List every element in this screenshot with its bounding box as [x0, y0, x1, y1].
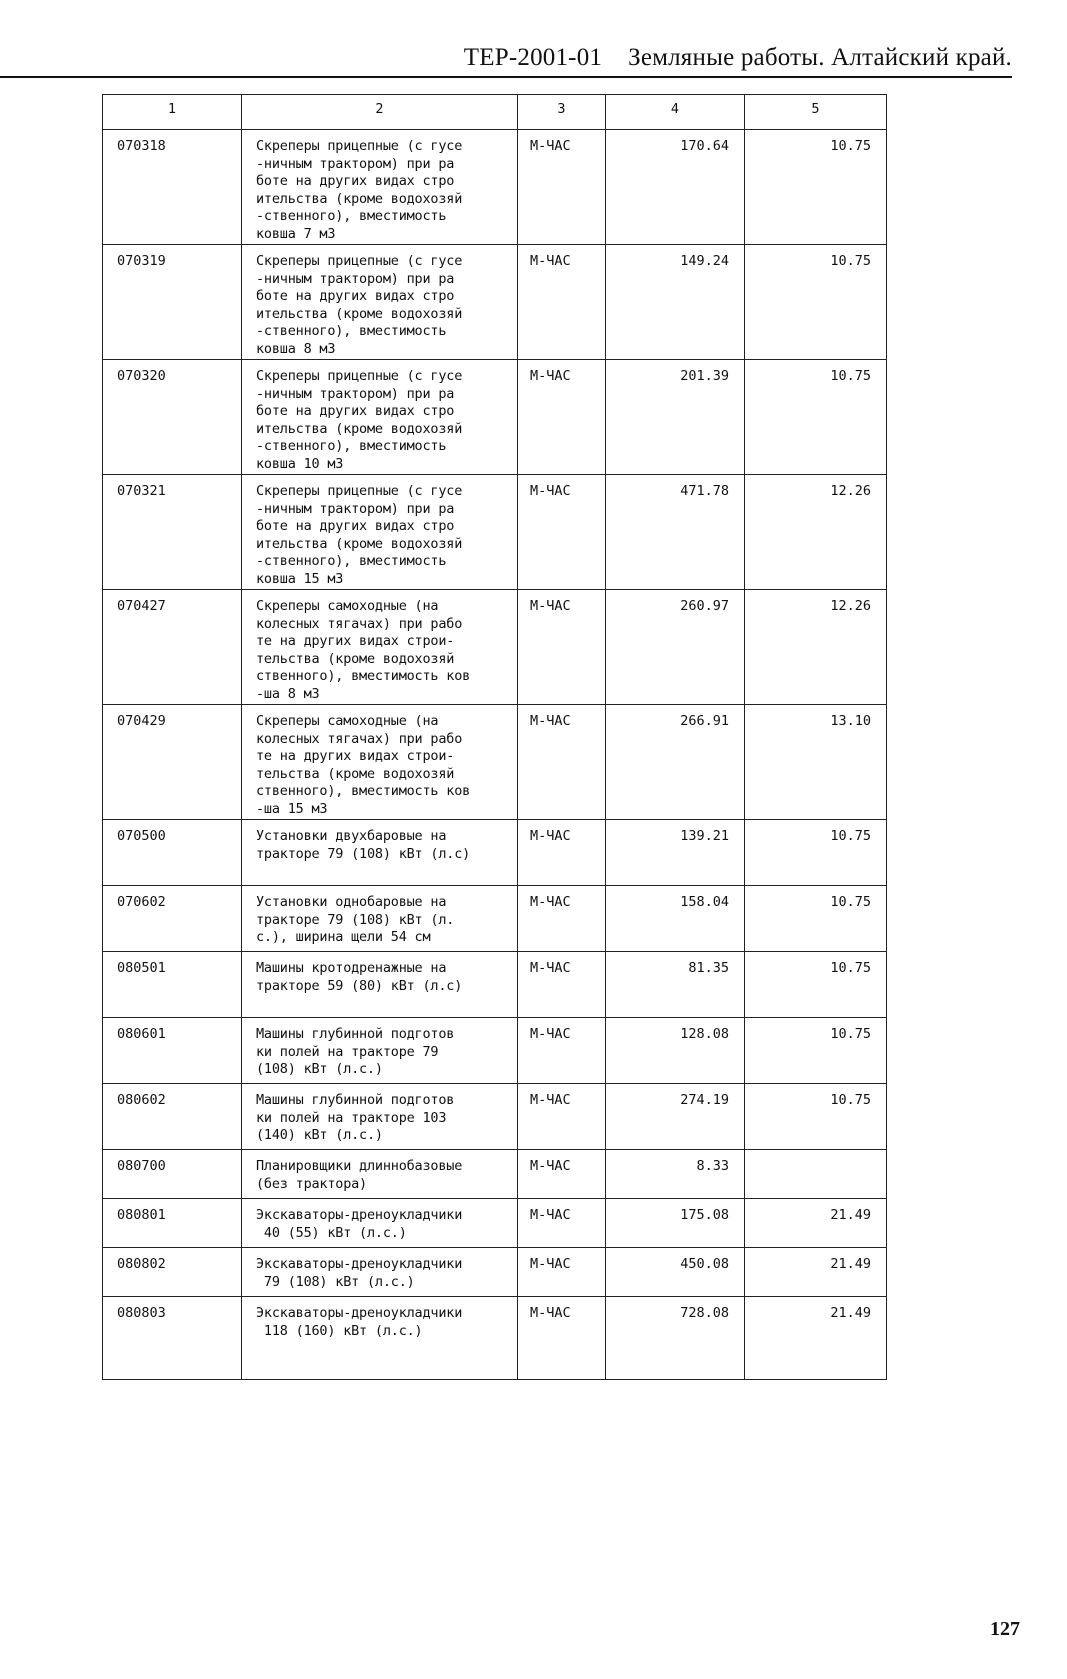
- table-row: [103, 705, 887, 820]
- row-wage: 10.75: [745, 886, 887, 952]
- row-unit: М-ЧАС: [518, 1248, 606, 1297]
- row-price: 201.39: [606, 360, 745, 475]
- row-unit: М-ЧАС: [518, 360, 606, 475]
- row-wage: 10.75: [745, 952, 887, 1018]
- row-unit: М-ЧАС: [518, 1297, 606, 1380]
- document-code: ТЕР-2001-01: [463, 44, 603, 71]
- row-unit: М-ЧАС: [518, 1199, 606, 1248]
- row-price: 175.08: [606, 1199, 745, 1248]
- row-wage: 21.49: [745, 1248, 887, 1297]
- row-code: 080802: [103, 1248, 242, 1297]
- row-unit: М-ЧАС: [518, 245, 606, 360]
- row-name: Скреперы прицепные (с гусе -ничным трактором) при ра боте на других видах стро ительства (кроме водохозяй -ственного), вместимость ковша 15 м3: [242, 475, 518, 590]
- row-code: 080700: [103, 1150, 242, 1199]
- table-row: [103, 1150, 887, 1199]
- row-code: 070602: [103, 886, 242, 952]
- row-name: Скреперы прицепные (с гусе -ничным трактором) при ра боте на других видах стро ительства (кроме водохозяй -ственного), вместимость ковша 8 м3: [242, 245, 518, 360]
- row-name: Скреперы прицепные (с гусе -ничным трактором) при ра боте на других видах стро ительства (кроме водохозяй -ственного), вместимость ковша 7 м3: [242, 130, 518, 245]
- column-header: 5: [745, 95, 887, 130]
- document-title: Земляные работы. Алтайский край.: [628, 44, 1012, 71]
- row-code: 070427: [103, 590, 242, 705]
- row-price: 139.21: [606, 820, 745, 886]
- row-price: 170.64: [606, 130, 745, 245]
- row-name: Установки двухбаровые на тракторе 79 (108) кВт (л.с): [242, 820, 518, 886]
- table-row: [103, 952, 887, 1018]
- row-unit: М-ЧАС: [518, 475, 606, 590]
- column-header: 2: [242, 95, 518, 130]
- row-price: 81.35: [606, 952, 745, 1018]
- table-row: [103, 820, 887, 886]
- row-wage: 12.26: [745, 590, 887, 705]
- row-code: 070321: [103, 475, 242, 590]
- table-row: [103, 1248, 887, 1297]
- rates-table: [102, 94, 887, 1380]
- row-name: Скреперы самоходные (на колесных тягачах) при рабо те на других видах строи- тельства (кроме водохозяй ственного), вместимость ков -ша 15 м3: [242, 705, 518, 820]
- row-price: 128.08: [606, 1018, 745, 1084]
- row-price: 450.08: [606, 1248, 745, 1297]
- row-code: 080501: [103, 952, 242, 1018]
- row-price: 471.78: [606, 475, 745, 590]
- row-wage: 10.75: [745, 130, 887, 245]
- row-wage: 21.49: [745, 1297, 887, 1380]
- row-wage: 21.49: [745, 1199, 887, 1248]
- row-name: Установки однобаровые на тракторе 79 (108) кВт (л. с.), ширина щели 54 см: [242, 886, 518, 952]
- row-wage: 10.75: [745, 1018, 887, 1084]
- row-price: 149.24: [606, 245, 745, 360]
- row-name: Экскаваторы-дреноукладчики 118 (160) кВт (л.с.): [242, 1297, 518, 1380]
- row-code: 070319: [103, 245, 242, 360]
- row-name: Машины глубинной подготов ки полей на тракторе 103 (140) кВт (л.с.): [242, 1084, 518, 1150]
- row-unit: М-ЧАС: [518, 952, 606, 1018]
- row-unit: М-ЧАС: [518, 1084, 606, 1150]
- row-unit: М-ЧАС: [518, 590, 606, 705]
- row-name: Экскаваторы-дреноукладчики 40 (55) кВт (л.с.): [242, 1199, 518, 1248]
- table-row: [103, 1018, 887, 1084]
- row-code: 070429: [103, 705, 242, 820]
- column-header: 4: [606, 95, 745, 130]
- row-wage: 10.75: [745, 245, 887, 360]
- row-unit: М-ЧАС: [518, 130, 606, 245]
- row-wage: 12.26: [745, 475, 887, 590]
- row-name: Скреперы самоходные (на колесных тягачах) при рабо те на других видах строи- тельства (кроме водохозяй ственного), вместимость ков -ша 8 м3: [242, 590, 518, 705]
- table-row: [103, 475, 887, 590]
- table-row: [103, 1199, 887, 1248]
- row-price: 8.33: [606, 1150, 745, 1199]
- row-price: 728.08: [606, 1297, 745, 1380]
- page-number: 127: [990, 1618, 1020, 1640]
- row-unit: М-ЧАС: [518, 705, 606, 820]
- page-header: [464, 44, 1012, 72]
- table-row: [103, 1297, 887, 1380]
- table-row: [103, 245, 887, 360]
- row-code: 080803: [103, 1297, 242, 1380]
- row-wage: 13.10: [745, 705, 887, 820]
- row-code: 070318: [103, 130, 242, 245]
- row-name: Экскаваторы-дреноукладчики 79 (108) кВт (л.с.): [242, 1248, 518, 1297]
- row-wage: [745, 1150, 887, 1199]
- table-row: [103, 1084, 887, 1150]
- table-body: [103, 130, 887, 1380]
- header-rule: [0, 76, 1012, 78]
- row-wage: 10.75: [745, 1084, 887, 1150]
- row-name: Машины кротодренажные на тракторе 59 (80) кВт (л.с): [242, 952, 518, 1018]
- row-name: Планировщики длиннобазовые (без трактора): [242, 1150, 518, 1199]
- row-unit: М-ЧАС: [518, 1150, 606, 1199]
- column-number-row: [103, 95, 887, 130]
- row-name: Машины глубинной подготов ки полей на тракторе 79 (108) кВт (л.с.): [242, 1018, 518, 1084]
- row-code: 080801: [103, 1199, 242, 1248]
- table-row: [103, 886, 887, 952]
- row-code: 080602: [103, 1084, 242, 1150]
- row-code: 080601: [103, 1018, 242, 1084]
- table-row: [103, 590, 887, 705]
- column-header: 1: [103, 95, 242, 130]
- row-code: 070500: [103, 820, 242, 886]
- row-price: 158.04: [606, 886, 745, 952]
- row-code: 070320: [103, 360, 242, 475]
- row-wage: 10.75: [745, 360, 887, 475]
- row-name: Скреперы прицепные (с гусе -ничным трактором) при ра боте на других видах стро ительства (кроме водохозяй -ственного), вместимость ковша 10 м3: [242, 360, 518, 475]
- row-unit: М-ЧАС: [518, 886, 606, 952]
- row-unit: М-ЧАС: [518, 820, 606, 886]
- row-price: 260.97: [606, 590, 745, 705]
- table-row: [103, 130, 887, 245]
- row-unit: М-ЧАС: [518, 1018, 606, 1084]
- column-header: 3: [518, 95, 606, 130]
- row-wage: 10.75: [745, 820, 887, 886]
- row-price: 274.19: [606, 1084, 745, 1150]
- table-row: [103, 360, 887, 475]
- row-price: 266.91: [606, 705, 745, 820]
